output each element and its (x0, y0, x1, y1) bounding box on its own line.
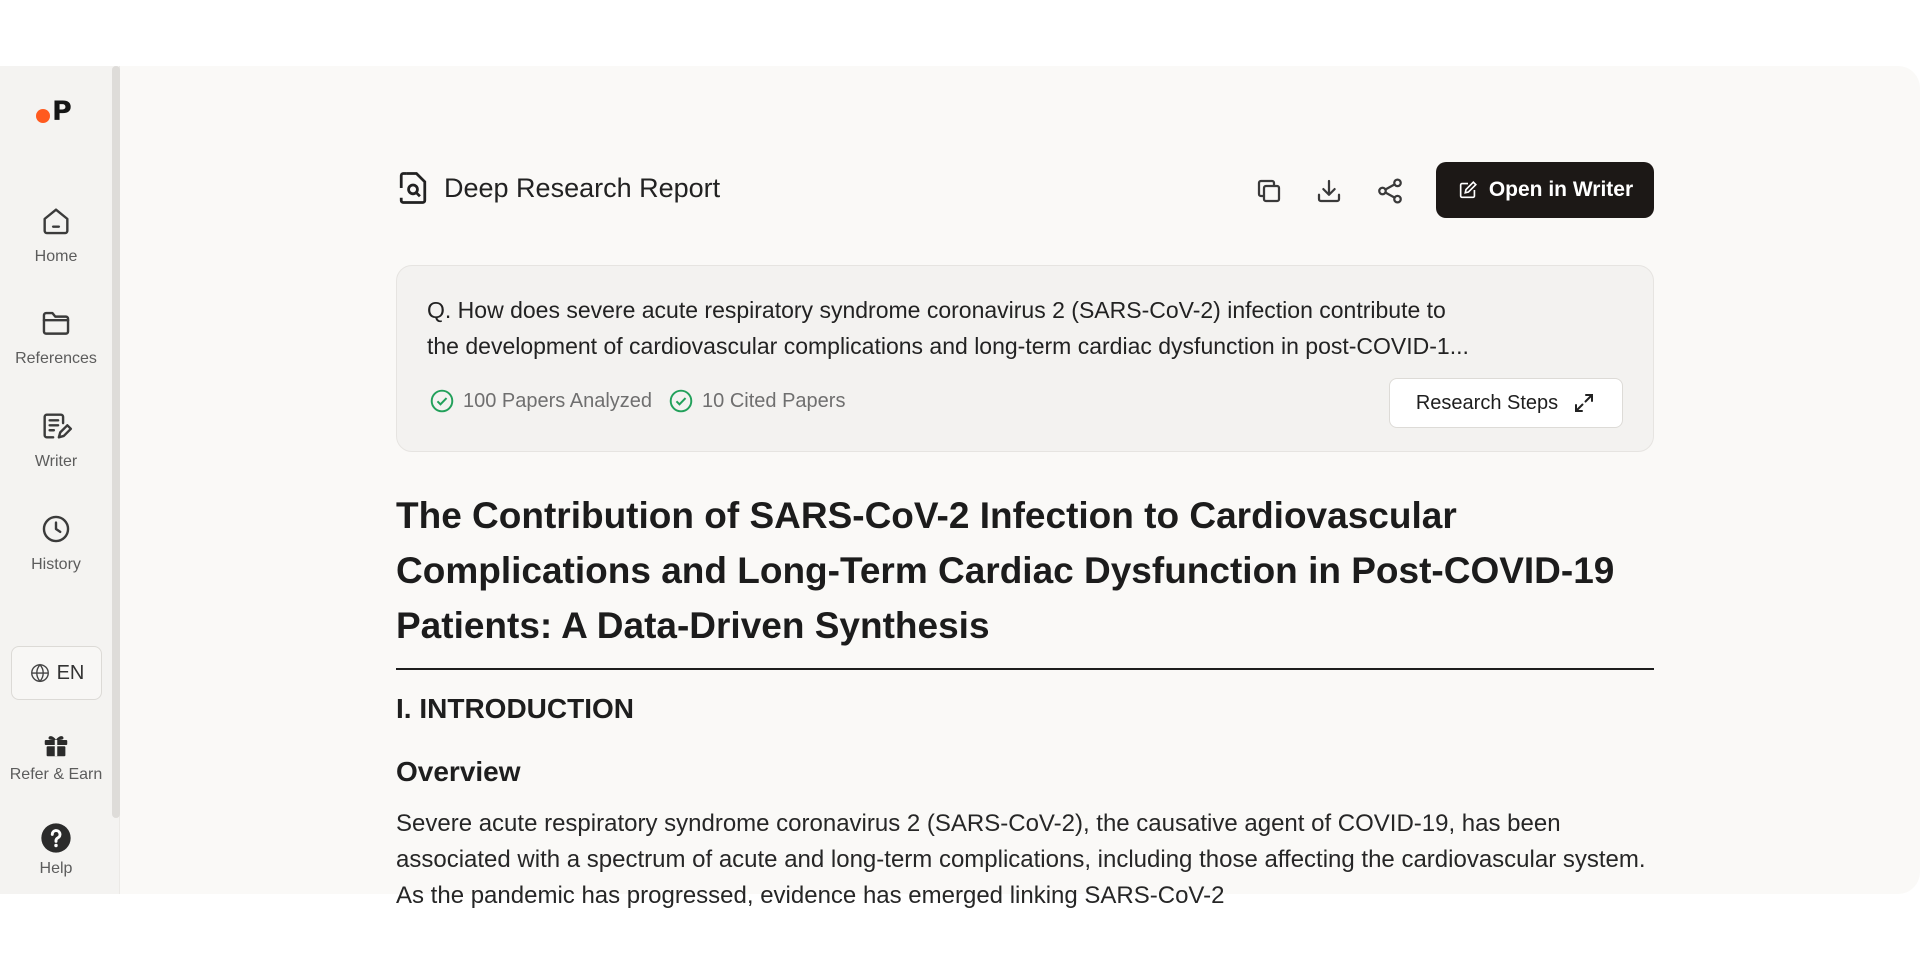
check-circle-icon (429, 388, 455, 414)
research-question (427, 292, 1627, 364)
sidebar-scrollbar[interactable] (112, 66, 120, 818)
download-icon (1314, 176, 1344, 206)
question-card (396, 265, 1654, 452)
gift-icon (41, 730, 71, 760)
research-steps-label: Research Steps (1415, 391, 1559, 414)
download-button[interactable] (1310, 172, 1348, 210)
document-title: The Contribution of SARS-CoV-2 Infection to Cardiovascular Complications and Long-Term Cardiac Dysfunction in Post-COVID-19 Patients: A Data-Driven Synthesis (396, 495, 1615, 646)
question-line: the development of cardiovascular complications and long-term cardiac dysfunction in post-COVID-1... (427, 333, 1469, 359)
cited-papers-label: 10 Cited Papers (702, 389, 846, 412)
report-header (396, 162, 1654, 218)
open-in-writer-label: Open in Writer (1488, 178, 1634, 201)
app-logo[interactable] (36, 96, 72, 127)
report-document-icon (396, 170, 430, 206)
sidebar-item-references[interactable] (0, 306, 112, 368)
research-steps-button[interactable] (1389, 378, 1623, 428)
check-circle-icon (668, 388, 694, 414)
sidebar-item-home[interactable] (0, 204, 112, 266)
open-in-writer-button[interactable] (1436, 162, 1654, 218)
logo-dot (36, 109, 50, 123)
writer-icon (39, 409, 73, 443)
copy-button[interactable] (1250, 172, 1288, 210)
help-icon (40, 822, 72, 854)
home-icon (39, 204, 73, 238)
sidebar-item-help[interactable] (0, 822, 112, 878)
sidebar-item-label: Help (39, 860, 73, 877)
sidebar-item-refer-earn[interactable] (0, 730, 112, 784)
cited-papers-stat (668, 388, 845, 414)
sidebar-item-label: Home (34, 248, 78, 265)
sidebar-item-label: References (15, 350, 97, 367)
papers-analyzed-label: 100 Papers Analyzed (463, 389, 653, 412)
edit-icon (1457, 179, 1479, 201)
folder-icon (39, 306, 73, 340)
copy-icon (1254, 176, 1284, 206)
research-stats (429, 388, 861, 414)
logo-letter: P (52, 96, 72, 127)
share-button[interactable] (1371, 172, 1409, 210)
question-line: Q. How does severe acute respiratory syndrome coronavirus 2 (SARS-CoV-2) infection contribute to (427, 297, 1446, 323)
clock-icon (39, 512, 73, 546)
sidebar (0, 66, 120, 894)
section-heading: I. INTRODUCTION (396, 693, 634, 724)
sidebar-item-label: Refer & Earn (9, 766, 103, 783)
subsection-heading: Overview (396, 756, 521, 787)
globe-icon (29, 662, 51, 684)
report-title-text: Deep Research Report (444, 172, 721, 203)
app-window (0, 66, 1920, 909)
language-selector[interactable] (11, 646, 102, 700)
body-paragraph: Severe acute respiratory syndrome coronavirus 2 (SARS-CoV-2), the causative agent of COVID-19, has been associated with a spectrum of acute and long-term complications, including those affecting the cardiovascular system. As the pandemic has progressed, evidence has emerged linking SARS-CoV-2 (396, 810, 1646, 909)
share-icon (1375, 176, 1405, 206)
title-divider (396, 668, 1654, 670)
expand-icon (1572, 391, 1596, 415)
papers-analyzed-stat (429, 388, 652, 414)
sidebar-item-writer[interactable] (0, 409, 112, 471)
sidebar-item-label: History (31, 556, 81, 573)
report-title (396, 170, 720, 206)
sidebar-item-history[interactable] (0, 512, 112, 574)
language-label: EN (56, 661, 85, 684)
sidebar-item-label: Writer (34, 453, 78, 470)
